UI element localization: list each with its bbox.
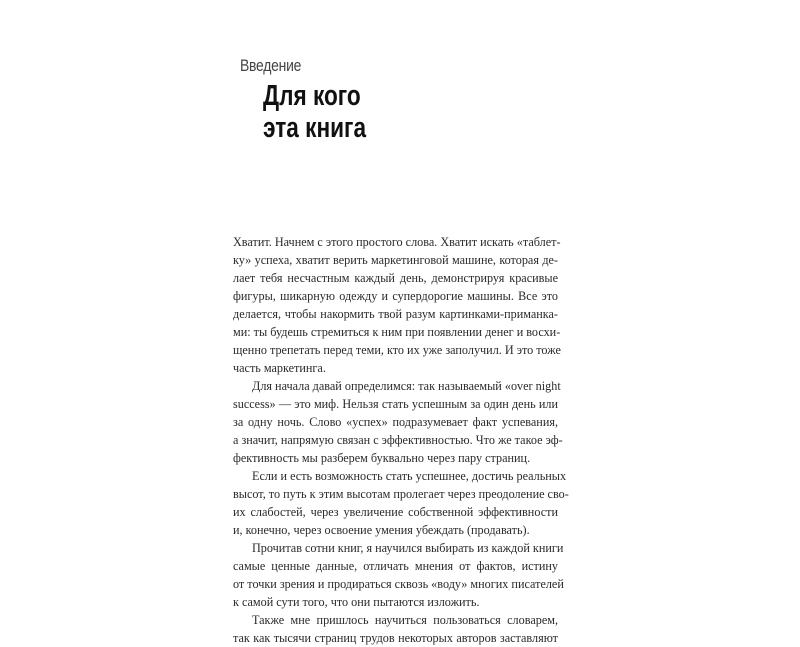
text-line: щенно трепетать перед теми, кто их уже заполучил. И это тоже [233,343,561,357]
text-line: а значит, напрямую связан с эффективностью. Что же такое эф- [233,433,563,447]
text-line: так как тысячи страниц трудов некоторых авторов заставляют [233,631,558,645]
text-line: часть маркетинга. [233,361,326,375]
paragraph [233,611,558,647]
paragraph [233,539,564,611]
text-line: Если и есть возможность стать успешнее, достичь реальных [252,469,567,483]
text-line: от точки зрения и продираться сквозь «воду» многих писателей [233,577,564,591]
paragraph [233,377,563,467]
text-line: лает тебя несчастным каждый день, демонстрируя красивые [233,271,558,285]
body-text [233,233,569,647]
text-line: success» — это миф. Нельзя стать успешным за один день или [233,397,558,411]
text-line: за одну ночь. Слово «успех» подразумевает факт успевания, [233,415,558,429]
text-line: ку» успеха, хватит верить маркетинговой машине, которая де- [233,253,558,267]
chapter-title-line: Для кого [263,80,361,112]
paragraph [233,233,561,377]
text-line: Прочитав сотни книг, я научился выбирать из каждой книги [252,541,564,555]
text-line: Хватит. Начнем с этого простого слова. Хватит искать «таблет- [233,235,561,249]
text-line: Также мне пришлось научиться пользоваться словарем, [252,613,558,627]
paragraph [233,467,569,539]
text-line: и, конечно, через освоение умения убеждать (продавать). [233,523,530,537]
text-line: делается, чтобы накормить твой разум картинками-приманка- [233,307,558,321]
text-line: их слабостей, через увеличение собственной эффективности [233,505,558,519]
chapter-title [263,80,366,144]
text-line: фективность мы разберем буквально через пару страниц. [233,451,531,465]
section-label: Введение [240,56,302,75]
text-line: ми: ты будешь стремиться к ним при появлении денег и восхи- [233,325,561,339]
text-line: фигуры, шикарную одежду и супердорогие машины. Все это [233,289,558,303]
text-line: Для начала давай определимся: так называемый «over night [252,379,561,393]
text-line: самые ценные данные, отличать мнения от фактов, истину [233,559,558,573]
text-line: высот, то путь к этим высотам пролегает через преодоление сво- [233,487,569,501]
text-line: к самой сути того, что они пытаются изложить. [233,595,480,609]
chapter-title-line: эта книга [263,112,367,144]
